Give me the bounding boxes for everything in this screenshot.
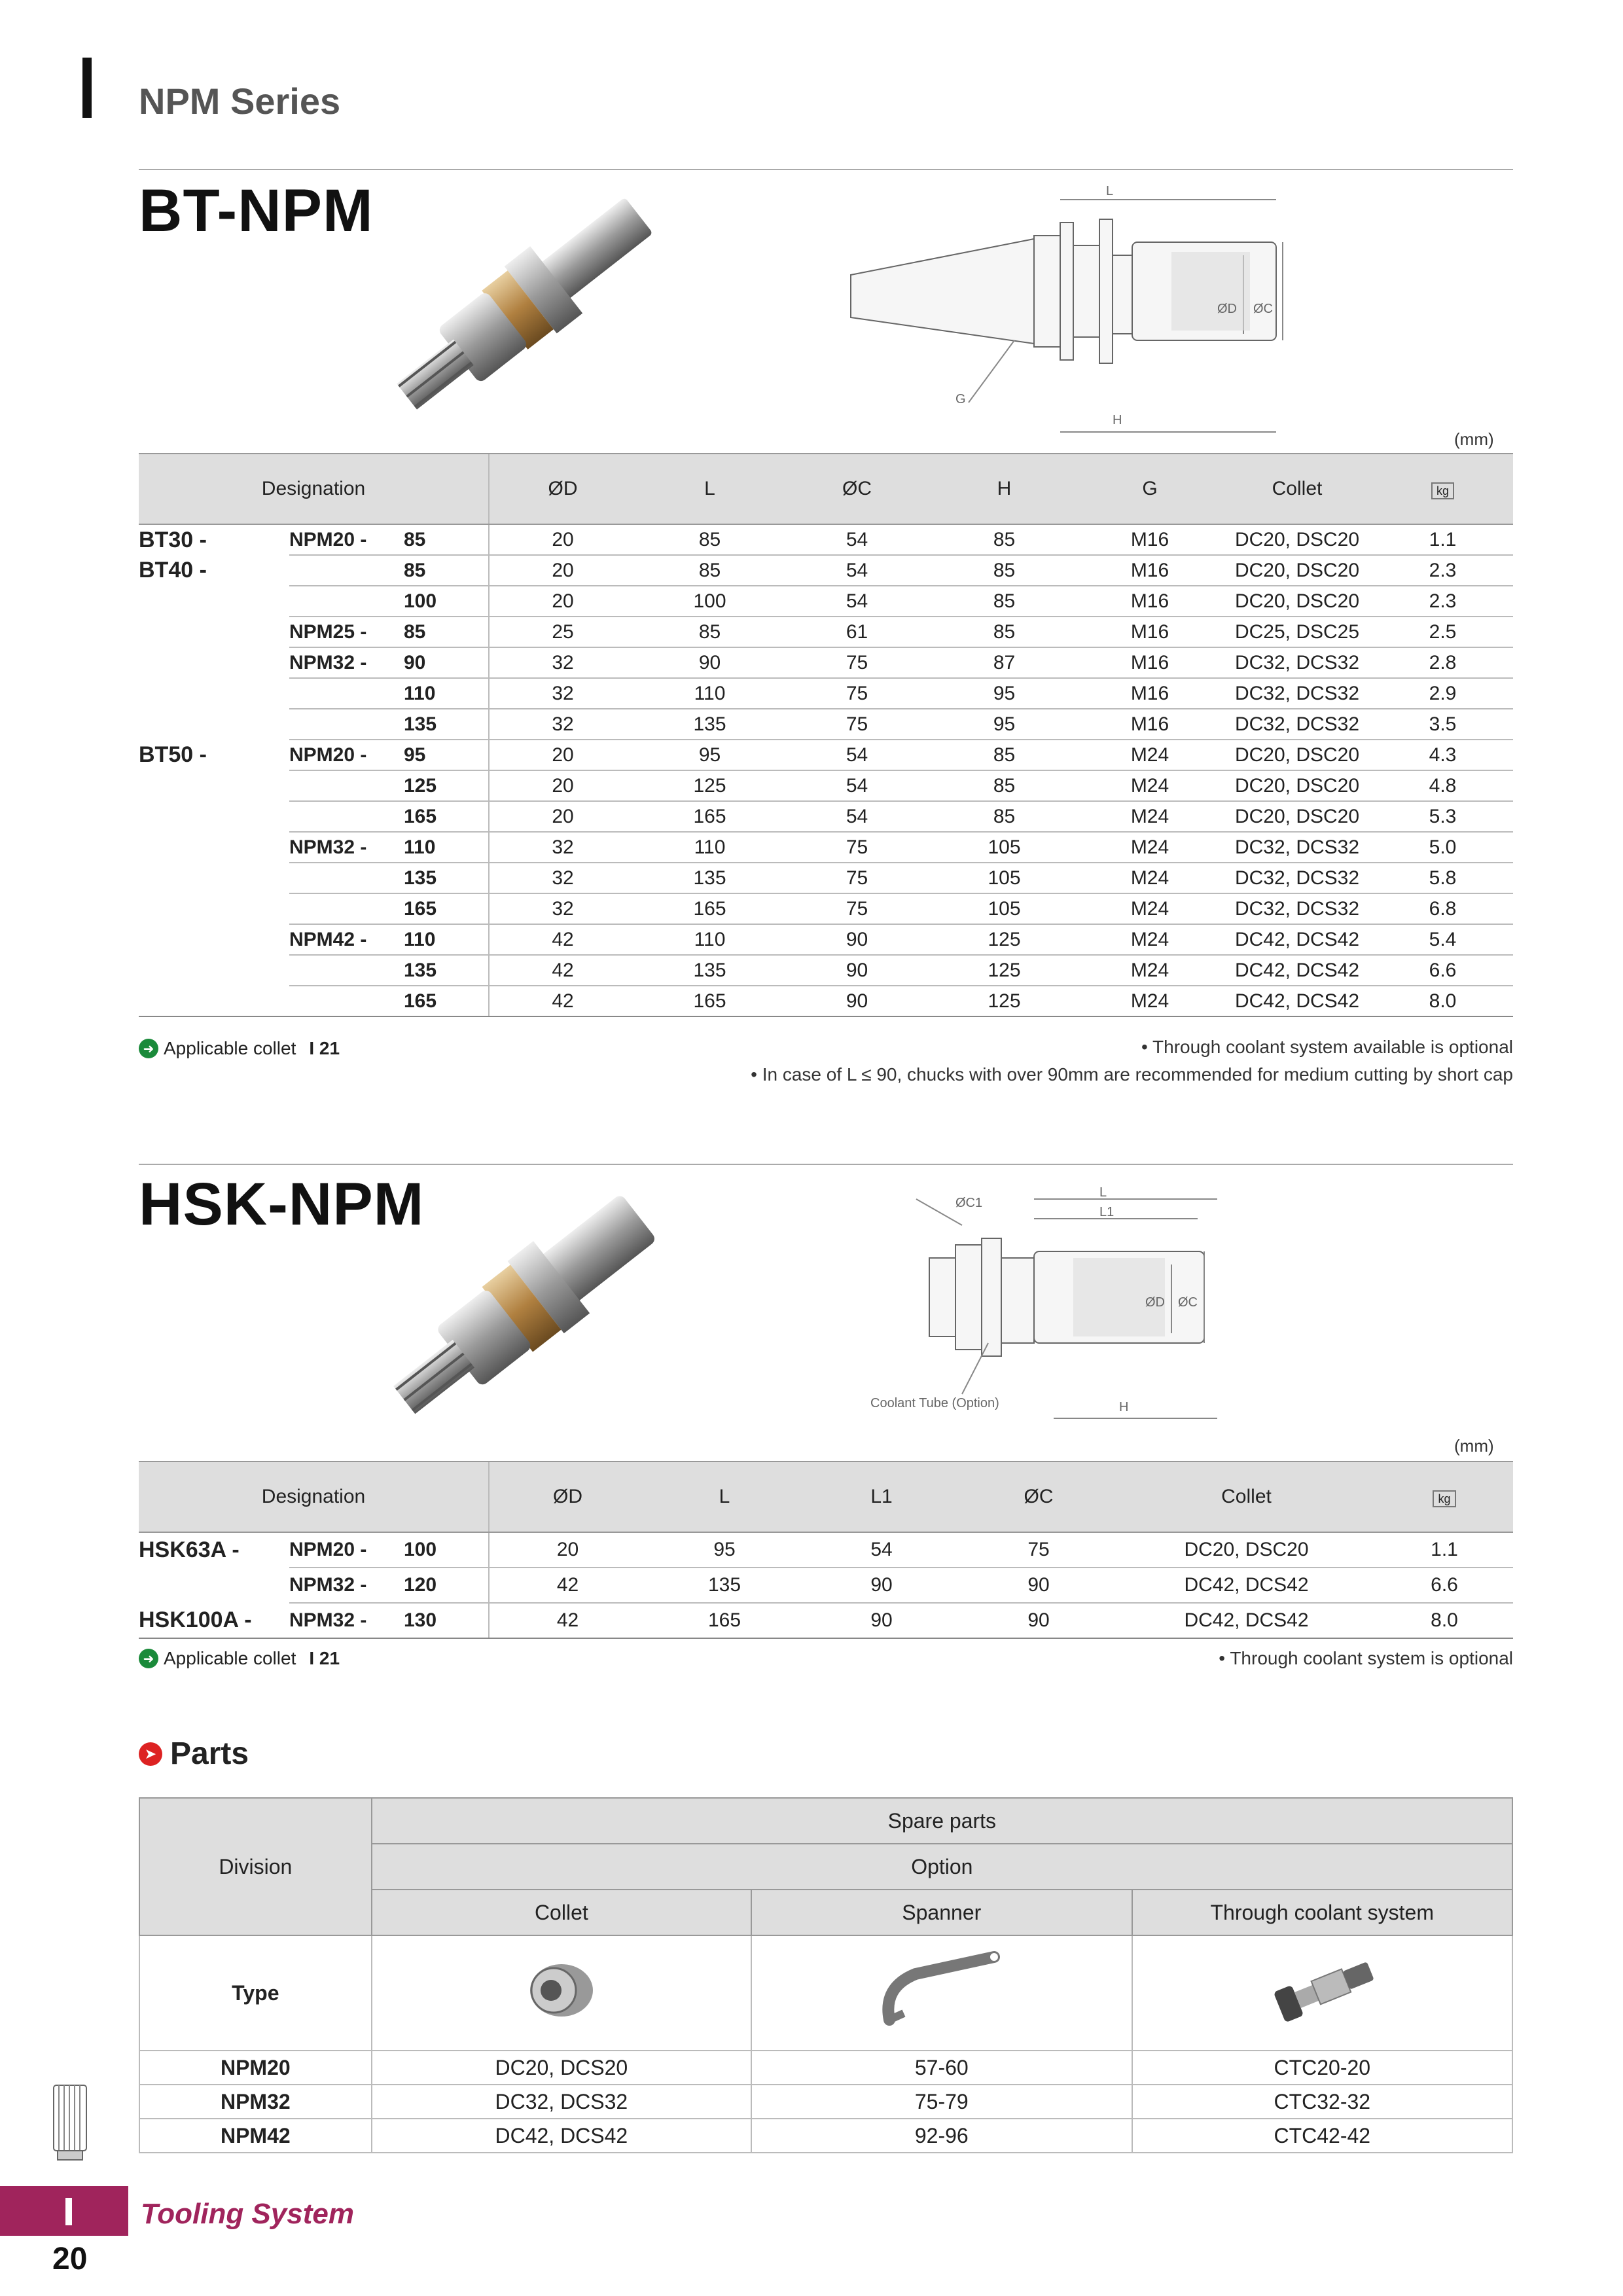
designation-base [139,986,289,1016]
cell-g: M16 [1078,617,1222,647]
cell-kg: 6.6 [1372,955,1513,986]
cell-l: 85 [636,524,783,555]
cell-c: 90 [960,1603,1117,1638]
bt-product-photo [366,177,707,439]
cell-l: 165 [646,1603,803,1638]
cell-d: 20 [489,524,636,555]
parts-collet: DC42, DCS42 [372,2119,751,2153]
designation-base [139,924,289,955]
cell-g: M16 [1078,678,1222,709]
hsk-header-weight [1376,1462,1513,1532]
weight-icon: kg [1433,1490,1455,1507]
designation-model: NPM20 - [289,1532,404,1568]
bt-header-collet: Collet [1222,454,1372,524]
table-row [139,709,1513,740]
bt-header-g: G [1078,454,1222,524]
cell-l: 100 [636,586,783,617]
cell-collet: DC20, DSC20 [1222,740,1372,770]
hsk-unit: (mm) [1454,1436,1494,1456]
red-arrow-circle-icon: ➤ [139,1742,162,1766]
parts-division: Division [139,1798,372,1935]
cell-l1: 90 [803,1568,960,1603]
cell-h: 125 [931,924,1078,955]
designation-size: 125 [404,770,489,801]
cell-h: 125 [931,986,1078,1016]
cell-l1: 90 [803,1603,960,1638]
cell-g: M24 [1078,801,1222,832]
designation-model: NPM20 - [289,524,404,555]
cell-kg: 5.8 [1372,863,1513,893]
designation-size: 165 [404,986,489,1016]
table-row [139,893,1513,924]
hsk-header-d: ØD [489,1462,646,1532]
cell-l: 110 [636,832,783,863]
table-row [139,955,1513,986]
designation-base [139,893,289,924]
cell-kg: 2.3 [1372,586,1513,617]
cell-h: 85 [931,740,1078,770]
cell-g: M24 [1078,986,1222,1016]
cell-g: M16 [1078,586,1222,617]
designation-model [289,893,404,924]
cell-d: 32 [489,863,636,893]
designation-model [289,555,404,586]
table-row [139,524,1513,555]
cell-kg: 4.3 [1372,740,1513,770]
table-row [139,924,1513,955]
cell-kg: 5.3 [1372,801,1513,832]
cell-g: M16 [1078,555,1222,586]
designation-size: 130 [404,1603,489,1638]
bt-diagram-g: G [955,392,966,406]
cell-d: 42 [489,924,636,955]
cell-d: 20 [489,801,636,832]
designation-size: 110 [404,678,489,709]
cell-collet: DC20, DSC20 [1222,770,1372,801]
designation-base [139,770,289,801]
cell-c: 75 [783,832,931,863]
table-row [139,863,1513,893]
designation-base [139,617,289,647]
chapter-marker [65,2198,72,2225]
cell-c: 90 [783,924,931,955]
hsk-diagram-c: ØC [1178,1295,1198,1310]
table-row [139,832,1513,863]
designation-model [289,986,404,1016]
cell-d: 20 [489,770,636,801]
designation-size: 85 [404,617,489,647]
bt-diagram-d: ØD [1217,302,1237,316]
parts-coolant: CTC32-32 [1132,2085,1512,2119]
cell-kg: 6.8 [1372,893,1513,924]
spanner-icon [870,1948,1014,2033]
designation-size: 110 [404,924,489,955]
series-title: NPM Series [139,81,341,122]
cell-d: 20 [489,586,636,617]
cell-collet: DC42, DCS42 [1117,1603,1376,1638]
designation-size: 135 [404,863,489,893]
cell-kg: 2.8 [1372,647,1513,678]
cell-c: 54 [783,740,931,770]
cell-c: 54 [783,586,931,617]
cell-c: 75 [783,647,931,678]
cell-d: 42 [489,1568,646,1603]
cell-h: 85 [931,555,1078,586]
hsk-spec-table [139,1461,1513,1639]
weight-icon: kg [1431,482,1454,499]
table-row [139,770,1513,801]
bt-note-2: • In case of L ≤ 90, chucks with over 90mm are recommended for medium cutting by short cap [751,1064,1513,1085]
designation-model: NPM32 - [289,1603,404,1638]
cell-collet: DC42, DCS42 [1117,1568,1376,1603]
bt-dimension-diagram [844,183,1315,439]
cell-d: 42 [489,986,636,1016]
cell-l: 165 [636,801,783,832]
cell-l: 165 [636,986,783,1016]
designation-model [289,770,404,801]
cell-l: 85 [636,617,783,647]
cell-collet: DC20, DSC20 [1222,555,1372,586]
designation-size: 90 [404,647,489,678]
cell-g: M24 [1078,893,1222,924]
hsk-header-c: ØC [960,1462,1117,1532]
cell-h: 85 [931,617,1078,647]
cell-l: 135 [646,1568,803,1603]
bt-applicable-collet[interactable] [139,1038,340,1059]
table-row [139,1532,1513,1568]
table-row [139,740,1513,770]
arrow-circle-icon: ➜ [139,1649,158,1668]
hsk-dimension-diagram [857,1186,1302,1435]
cell-d: 32 [489,647,636,678]
cell-d: 32 [489,832,636,863]
designation-base [139,801,289,832]
cell-c: 90 [783,955,931,986]
cell-d: 42 [489,1603,646,1638]
cell-collet: DC32, DCS32 [1222,709,1372,740]
cell-c: 54 [783,524,931,555]
chapter-band [0,2186,128,2236]
designation-size: 110 [404,832,489,863]
table-row [139,2085,1512,2119]
parts-spare: Spare parts [372,1798,1512,1844]
cell-l: 95 [636,740,783,770]
designation-base [139,709,289,740]
bt-applicable-label: Applicable collet [164,1038,296,1058]
cell-kg: 2.3 [1372,555,1513,586]
bt-header-designation: Designation [139,454,489,524]
arrow-circle-icon: ➜ [139,1039,158,1058]
cell-c: 75 [783,863,931,893]
bt-applicable-page: I 21 [309,1038,340,1058]
table-row [139,986,1513,1016]
cell-h: 105 [931,893,1078,924]
cell-collet: DC32, DCS32 [1222,893,1372,924]
collet-side-icon [47,2081,93,2166]
cell-l: 95 [646,1532,803,1568]
cell-l: 110 [636,924,783,955]
designation-size: 135 [404,709,489,740]
bt-diagram-h: H [1113,413,1122,427]
designation-model [289,863,404,893]
designation-base [139,647,289,678]
cell-d: 25 [489,617,636,647]
hsk-header-designation: Designation [139,1462,489,1532]
designation-base: HSK100A - [139,1603,289,1638]
cell-h: 95 [931,678,1078,709]
cell-h: 105 [931,863,1078,893]
cell-h: 85 [931,524,1078,555]
cell-kg: 8.0 [1376,1603,1513,1638]
cell-g: M24 [1078,832,1222,863]
hsk-applicable-label: Applicable collet [164,1648,296,1668]
bt-unit: (mm) [1454,429,1494,449]
designation-base: BT30 - [139,524,289,555]
coolant-tube-icon [1257,1948,1387,2033]
designation-base [139,678,289,709]
bt-header-weight [1372,454,1513,524]
cell-c: 75 [783,893,931,924]
parts-collet: DC20, DCS20 [372,2051,751,2085]
cell-kg: 1.1 [1376,1532,1513,1568]
designation-size: 135 [404,955,489,986]
bt-header-h: H [931,454,1078,524]
designation-model [289,801,404,832]
designation-size: 100 [404,1532,489,1568]
designation-model: NPM32 - [289,647,404,678]
cell-l1: 54 [803,1532,960,1568]
hsk-applicable-collet[interactable] [139,1648,340,1669]
cell-l: 90 [636,647,783,678]
table-row [139,1568,1513,1603]
designation-model [289,586,404,617]
hsk-diagram-d: ØD [1145,1295,1165,1310]
cell-l: 135 [636,955,783,986]
cell-l: 110 [636,678,783,709]
hsk-note-1: • Through coolant system is optional [1219,1648,1513,1668]
bt-note-1: • Through coolant system available is optional [1141,1037,1513,1057]
cell-kg: 5.4 [1372,924,1513,955]
bt-diagram-l: L [1106,184,1114,198]
cell-c: 61 [783,617,931,647]
cell-g: M24 [1078,924,1222,955]
cell-kg: 1.1 [1372,524,1513,555]
designation-model: NPM42 - [289,924,404,955]
table-row [139,586,1513,617]
cell-d: 32 [489,678,636,709]
designation-model: NPM20 - [289,740,404,770]
header-rule [139,169,1513,170]
cell-l: 125 [636,770,783,801]
designation-model [289,678,404,709]
table-row [139,1603,1513,1638]
bt-header-d: ØD [489,454,636,524]
table-row [139,617,1513,647]
cell-d: 42 [489,955,636,986]
designation-size: 85 [404,555,489,586]
cell-l: 135 [636,709,783,740]
parts-spanner: 92-96 [751,2119,1132,2153]
cell-kg: 6.6 [1376,1568,1513,1603]
designation-base [139,863,289,893]
cell-collet: DC32, DCS32 [1222,832,1372,863]
cell-c: 75 [960,1532,1117,1568]
parts-title: Parts [170,1736,249,1771]
cell-c: 54 [783,555,931,586]
parts-table [139,1797,1513,2153]
designation-model [289,709,404,740]
cell-h: 85 [931,586,1078,617]
hsk-header-l: L [646,1462,803,1532]
bt-diagram-c: ØC [1253,302,1273,316]
parts-type-label: Type [139,1935,372,2051]
hsk-applicable-page: I 21 [309,1648,340,1668]
cell-l: 135 [636,863,783,893]
hsk-rule [139,1164,1513,1165]
hsk-title: HSK-NPM [139,1171,425,1238]
footer-label: Tooling System [141,2198,354,2230]
hsk-diagram-h: H [1119,1400,1129,1414]
bt-header-l: L [636,454,783,524]
parts-name: NPM32 [139,2085,372,2119]
hsk-diagram-coolant: Coolant Tube (Option) [870,1396,999,1410]
hsk-diagram-l: L [1099,1186,1107,1200]
cell-g: M24 [1078,770,1222,801]
cell-h: 87 [931,647,1078,678]
cell-collet: DC20, DSC20 [1222,586,1372,617]
cell-kg: 4.8 [1372,770,1513,801]
parts-spanner: 57-60 [751,2051,1132,2085]
table-row [139,801,1513,832]
designation-base: BT50 - [139,740,289,770]
parts-name: NPM42 [139,2119,372,2153]
cell-kg: 3.5 [1372,709,1513,740]
designation-size: 85 [404,524,489,555]
designation-base [139,955,289,986]
parts-spanner: 75-79 [751,2085,1132,2119]
page-number: 20 [52,2242,88,2276]
cell-g: M16 [1078,524,1222,555]
collet-icon [516,1951,607,2030]
hsk-diagram-c1: ØC1 [955,1196,983,1210]
cell-l: 85 [636,555,783,586]
bt-title: BT-NPM [139,177,374,244]
cell-h: 85 [931,770,1078,801]
cell-collet: DC32, DCS32 [1222,678,1372,709]
series-bar [82,58,92,118]
cell-g: M16 [1078,709,1222,740]
cell-c: 54 [783,770,931,801]
cell-kg: 5.0 [1372,832,1513,863]
hsk-diagram-l1: L1 [1099,1205,1115,1219]
cell-g: M24 [1078,863,1222,893]
parts-name: NPM20 [139,2051,372,2085]
cell-c: 90 [960,1568,1117,1603]
cell-collet: DC32, DCS32 [1222,863,1372,893]
designation-base [139,832,289,863]
designation-base [139,586,289,617]
cell-kg: 2.5 [1372,617,1513,647]
designation-model [289,955,404,986]
cell-collet: DC42, DCS42 [1222,986,1372,1016]
coolant-tube-image [1132,1935,1512,2051]
table-row [139,2051,1512,2085]
cell-d: 32 [489,893,636,924]
collet-image [372,1935,751,2051]
parts-coolant: CTC20-20 [1132,2051,1512,2085]
cell-d: 20 [489,1532,646,1568]
cell-kg: 2.9 [1372,678,1513,709]
cell-g: M16 [1078,647,1222,678]
cell-collet: DC25, DSC25 [1222,617,1372,647]
designation-model: NPM25 - [289,617,404,647]
cell-kg: 8.0 [1372,986,1513,1016]
cell-collet: DC32, DCS32 [1222,647,1372,678]
cell-g: M24 [1078,955,1222,986]
cell-collet: DC42, DCS42 [1222,924,1372,955]
parts-col-spanner: Spanner [751,1890,1132,1935]
designation-base [139,1568,289,1603]
table-row [139,647,1513,678]
parts-option: Option [372,1844,1512,1890]
cell-h: 105 [931,832,1078,863]
parts-coolant: CTC42-42 [1132,2119,1512,2153]
designation-size: 120 [404,1568,489,1603]
cell-collet: DC20, DSC20 [1117,1532,1376,1568]
cell-g: M24 [1078,740,1222,770]
parts-col-coolant: Through coolant system [1132,1890,1512,1935]
cell-l: 165 [636,893,783,924]
cell-d: 32 [489,709,636,740]
cell-collet: DC20, DSC20 [1222,801,1372,832]
cell-collet: DC20, DSC20 [1222,524,1372,555]
table-row [139,555,1513,586]
designation-model: NPM32 - [289,1568,404,1603]
designation-base: HSK63A - [139,1532,289,1568]
designation-size: 100 [404,586,489,617]
cell-h: 95 [931,709,1078,740]
parts-collet: DC32, DCS32 [372,2085,751,2119]
bt-spec-table [139,453,1513,1017]
parts-col-collet: Collet [372,1890,751,1935]
cell-c: 75 [783,678,931,709]
designation-size: 95 [404,740,489,770]
cell-c: 54 [783,801,931,832]
bt-header-c: ØC [783,454,931,524]
hsk-product-photo [366,1172,707,1446]
spanner-image [751,1935,1132,2051]
cell-h: 85 [931,801,1078,832]
parts-heading [139,1736,249,1772]
hsk-header-l1: L1 [803,1462,960,1532]
designation-model: NPM32 - [289,832,404,863]
table-row [139,678,1513,709]
cell-c: 90 [783,986,931,1016]
table-row [139,2119,1512,2153]
hsk-header-collet: Collet [1117,1462,1376,1532]
cell-h: 125 [931,955,1078,986]
cell-collet: DC42, DCS42 [1222,955,1372,986]
cell-d: 20 [489,740,636,770]
designation-size: 165 [404,893,489,924]
cell-d: 20 [489,555,636,586]
designation-base: BT40 - [139,555,289,586]
designation-size: 165 [404,801,489,832]
cell-c: 75 [783,709,931,740]
